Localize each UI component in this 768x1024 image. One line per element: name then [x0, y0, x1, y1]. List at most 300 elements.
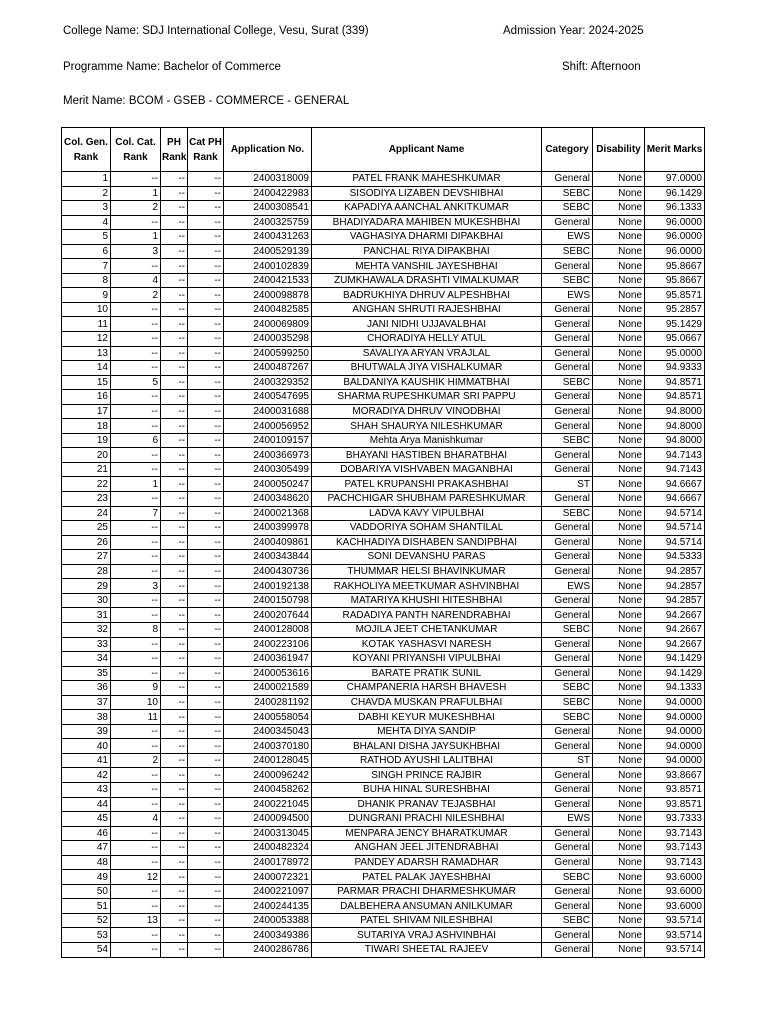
table-row — [62, 172, 705, 187]
merit-marks-cell: 94.8571 — [645, 375, 705, 390]
col-cat-rank-cell: 2 — [111, 201, 161, 216]
col-cat-rank-cell: 3 — [111, 244, 161, 259]
col-cat-rank-cell: -- — [111, 361, 161, 376]
col-cat-rank-cell: -- — [111, 259, 161, 274]
cat-ph-rank-cell: -- — [188, 375, 224, 390]
disability-cell: None — [593, 521, 645, 536]
table-row — [62, 942, 705, 957]
application-no-cell: 2400021368 — [224, 506, 312, 521]
disability-cell: None — [593, 317, 645, 332]
application-no-cell: 2400150798 — [224, 593, 312, 608]
applicant-name-cell: PARMAR PRACHI DHARMESHKUMAR — [312, 884, 542, 899]
category-cell: General — [542, 884, 593, 899]
cat-ph-rank-cell: -- — [188, 506, 224, 521]
ph-rank-cell: -- — [161, 419, 188, 434]
application-no-cell: 2400487267 — [224, 361, 312, 376]
table-row — [62, 724, 705, 739]
application-no-cell: 2400207644 — [224, 608, 312, 623]
disability-cell: None — [593, 579, 645, 594]
table-row — [62, 244, 705, 259]
application-no-cell: 2400053616 — [224, 666, 312, 681]
applicant-name-cell: PATEL KRUPANSHI PRAKASHBHAI — [312, 477, 542, 492]
category-cell: SEBC — [542, 186, 593, 201]
category-cell: SEBC — [542, 681, 593, 696]
merit-marks-cell: 94.5714 — [645, 506, 705, 521]
cat-ph-rank-cell: -- — [188, 273, 224, 288]
col-gen-rank-cell: 53 — [62, 928, 111, 943]
ph-rank-cell: -- — [161, 666, 188, 681]
disability-cell: None — [593, 797, 645, 812]
merit-marks-cell: 93.8667 — [645, 768, 705, 783]
application-no-cell: 2400192138 — [224, 579, 312, 594]
col-gen-rank-cell: 39 — [62, 724, 111, 739]
merit-marks-cell: 93.5714 — [645, 942, 705, 957]
merit-marks-cell: 97.0000 — [645, 172, 705, 187]
admission-year: Admission Year: 2024-2025 — [503, 25, 644, 37]
table-row — [62, 390, 705, 405]
ph-rank-cell: -- — [161, 302, 188, 317]
merit-marks-cell: 94.8000 — [645, 433, 705, 448]
category-cell: General — [542, 462, 593, 477]
table-row — [62, 302, 705, 317]
applicant-name-cell: KAPADIYA AANCHAL ANKITKUMAR — [312, 201, 542, 216]
applicant-name-cell: BALDANIYA KAUSHIK HIMMATBHAI — [312, 375, 542, 390]
cat-ph-rank-cell: -- — [188, 826, 224, 841]
table-row — [62, 346, 705, 361]
col-cat-rank-cell: 3 — [111, 579, 161, 594]
applicant-name-cell: VADDORIYA SOHAM SHANTILAL — [312, 521, 542, 536]
category-cell: General — [542, 550, 593, 565]
merit-marks-cell: 94.2667 — [645, 637, 705, 652]
application-no-cell: 2400329352 — [224, 375, 312, 390]
category-cell: General — [542, 928, 593, 943]
col-cat-rank-cell: -- — [111, 172, 161, 187]
col-gen-rank-cell: 34 — [62, 652, 111, 667]
applicant-name-cell: DABHI KEYUR MUKESHBHAI — [312, 710, 542, 725]
col-gen-rank-header: Col. Gen. Rank — [62, 128, 111, 172]
cat-ph-rank-cell: -- — [188, 739, 224, 754]
applicant-name-cell: ANGHAN JEEL JITENDRABHAI — [312, 841, 542, 856]
col-cat-rank-cell: -- — [111, 884, 161, 899]
disability-cell: None — [593, 608, 645, 623]
disability-cell: None — [593, 477, 645, 492]
category-cell: General — [542, 637, 593, 652]
col-cat-rank-cell: -- — [111, 768, 161, 783]
cat-ph-rank-cell: -- — [188, 259, 224, 274]
applicant-name-cell: THUMMAR HELSI BHAVINKUMAR — [312, 564, 542, 579]
ph-rank-cell: -- — [161, 724, 188, 739]
disability-cell: None — [593, 230, 645, 245]
ph-rank-cell: -- — [161, 361, 188, 376]
col-cat-rank-cell: 8 — [111, 622, 161, 637]
cat-ph-rank-cell: -- — [188, 332, 224, 347]
col-cat-rank-cell: -- — [111, 637, 161, 652]
col-cat-rank-cell: -- — [111, 855, 161, 870]
col-cat-rank-cell: -- — [111, 652, 161, 667]
cat-ph-rank-cell: -- — [188, 317, 224, 332]
col-gen-rank-cell: 14 — [62, 361, 111, 376]
cat-ph-rank-cell: -- — [188, 230, 224, 245]
applicant-name-cell: BADRUKHIYA DHRUV ALPESHBHAI — [312, 288, 542, 303]
col-cat-rank-cell: -- — [111, 215, 161, 230]
merit-marks-cell: 94.0000 — [645, 739, 705, 754]
category-cell: General — [542, 404, 593, 419]
applicant-name-cell: DOBARIYA VISHVABEN MAGANBHAI — [312, 462, 542, 477]
cat-ph-rank-cell: -- — [188, 419, 224, 434]
col-gen-rank-cell: 38 — [62, 710, 111, 725]
disability-cell: None — [593, 622, 645, 637]
col-cat-rank-cell: -- — [111, 608, 161, 623]
disability-cell: None — [593, 768, 645, 783]
table-row — [62, 666, 705, 681]
col-gen-rank-cell: 29 — [62, 579, 111, 594]
ph-rank-cell: -- — [161, 346, 188, 361]
table-row — [62, 535, 705, 550]
cat-ph-rank-cell: -- — [188, 884, 224, 899]
applicant-name-cell: RATHOD AYUSHI LALITBHAI — [312, 753, 542, 768]
merit-marks-cell: 94.1333 — [645, 681, 705, 696]
col-gen-rank-cell: 18 — [62, 419, 111, 434]
table-row — [62, 477, 705, 492]
disability-cell: None — [593, 753, 645, 768]
cat-ph-rank-cell: -- — [188, 622, 224, 637]
col-gen-rank-cell: 23 — [62, 492, 111, 507]
cat-ph-rank-cell: -- — [188, 782, 224, 797]
col-cat-rank-cell: -- — [111, 724, 161, 739]
col-cat-rank-cell: -- — [111, 666, 161, 681]
merit-marks-cell: 93.7333 — [645, 812, 705, 827]
disability-cell: None — [593, 302, 645, 317]
disability-cell: None — [593, 870, 645, 885]
ph-rank-cell: -- — [161, 899, 188, 914]
table-row — [62, 448, 705, 463]
application-no-cell: 2400343844 — [224, 550, 312, 565]
col-gen-rank-cell: 35 — [62, 666, 111, 681]
merit-marks-header: Merit Marks — [645, 128, 705, 172]
application-no-cell: 2400128045 — [224, 753, 312, 768]
category-cell: General — [542, 317, 593, 332]
category-cell: EWS — [542, 288, 593, 303]
applicant-name-cell: BARATE PRATIK SUNIL — [312, 666, 542, 681]
category-cell: General — [542, 855, 593, 870]
cat-ph-rank-cell: -- — [188, 797, 224, 812]
cat-ph-rank-cell: -- — [188, 855, 224, 870]
col-gen-rank-cell: 46 — [62, 826, 111, 841]
col-cat-rank-cell: 10 — [111, 695, 161, 710]
disability-cell: None — [593, 535, 645, 550]
ph-rank-cell: -- — [161, 492, 188, 507]
table-row — [62, 681, 705, 696]
category-cell: SEBC — [542, 201, 593, 216]
applicant-name-cell: KOTAK YASHASVI NARESH — [312, 637, 542, 652]
col-gen-rank-cell: 44 — [62, 797, 111, 812]
merit-marks-cell: 94.1429 — [645, 652, 705, 667]
col-cat-rank-cell: -- — [111, 419, 161, 434]
col-cat-rank-cell: 11 — [111, 710, 161, 725]
disability-cell: None — [593, 332, 645, 347]
col-gen-rank-cell: 36 — [62, 681, 111, 696]
disability-cell: None — [593, 739, 645, 754]
application-no-cell: 2400345043 — [224, 724, 312, 739]
cat-ph-rank-cell: -- — [188, 768, 224, 783]
ph-rank-cell: -- — [161, 884, 188, 899]
table-row — [62, 317, 705, 332]
disability-cell: None — [593, 695, 645, 710]
applicant-name-cell: MORADIYA DHRUV VINODBHAI — [312, 404, 542, 419]
disability-cell: None — [593, 506, 645, 521]
disability-cell: None — [593, 346, 645, 361]
disability-cell: None — [593, 462, 645, 477]
disability-cell: None — [593, 681, 645, 696]
cat-ph-rank-cell: -- — [188, 346, 224, 361]
category-cell: SEBC — [542, 913, 593, 928]
applicant-name-cell: SHARMA RUPESHKUMAR SRI PAPPU — [312, 390, 542, 405]
shift: Shift: Afternoon — [562, 61, 641, 73]
category-cell: General — [542, 521, 593, 536]
col-cat-rank-cell: -- — [111, 841, 161, 856]
disability-cell: None — [593, 186, 645, 201]
merit-marks-cell: 94.6667 — [645, 492, 705, 507]
applicant-name-cell: JANI NIDHI UJJAVALBHAI — [312, 317, 542, 332]
disability-cell: None — [593, 259, 645, 274]
cat-ph-rank-cell: -- — [188, 535, 224, 550]
applicant-name-cell: BHADIYADARA MAHIBEN MUKESHBHAI — [312, 215, 542, 230]
cat-ph-rank-cell: -- — [188, 433, 224, 448]
ph-rank-cell: -- — [161, 288, 188, 303]
application-no-cell: 2400318009 — [224, 172, 312, 187]
applicant-name-cell: ANGHAN SHRUTI RAJESHBHAI — [312, 302, 542, 317]
col-gen-rank-cell: 2 — [62, 186, 111, 201]
table-row — [62, 419, 705, 434]
disability-cell: None — [593, 201, 645, 216]
disability-cell: None — [593, 564, 645, 579]
cat-ph-rank-cell: -- — [188, 477, 224, 492]
applicant-name-cell: PATEL SHIVAM NILESHBHAI — [312, 913, 542, 928]
category-cell: EWS — [542, 230, 593, 245]
cat-ph-rank-cell: -- — [188, 564, 224, 579]
category-cell: General — [542, 826, 593, 841]
cat-ph-rank-cell: -- — [188, 899, 224, 914]
col-gen-rank-cell: 13 — [62, 346, 111, 361]
table-row — [62, 899, 705, 914]
application-no-cell: 2400128008 — [224, 622, 312, 637]
merit-marks-cell: 93.6000 — [645, 870, 705, 885]
ph-rank-cell: -- — [161, 812, 188, 827]
col-cat-rank-cell: -- — [111, 782, 161, 797]
cat-ph-rank-cell: -- — [188, 579, 224, 594]
applicant-name-cell: RAKHOLIYA MEETKUMAR ASHVINBHAI — [312, 579, 542, 594]
application-no-cell: 2400361947 — [224, 652, 312, 667]
col-gen-rank-cell: 5 — [62, 230, 111, 245]
col-gen-rank-cell: 19 — [62, 433, 111, 448]
table-row — [62, 913, 705, 928]
ph-rank-cell: -- — [161, 782, 188, 797]
application-no-cell: 2400221097 — [224, 884, 312, 899]
ph-rank-cell: -- — [161, 753, 188, 768]
applicant-name-cell: TIWARI SHEETAL RAJEEV — [312, 942, 542, 957]
ph-rank-cell: -- — [161, 928, 188, 943]
category-cell: General — [542, 361, 593, 376]
category-header: Category — [542, 128, 593, 172]
applicant-name-cell: KOYANI PRIYANSHI VIPULBHAI — [312, 652, 542, 667]
ph-rank-cell: -- — [161, 332, 188, 347]
cat-ph-rank-cell: -- — [188, 550, 224, 565]
applicant-name-cell: MEHTA DIYA SANDIP — [312, 724, 542, 739]
table-row — [62, 230, 705, 245]
applicant-name-cell: SINGH PRINCE RAJBIR — [312, 768, 542, 783]
table-row — [62, 521, 705, 536]
col-gen-rank-cell: 45 — [62, 812, 111, 827]
col-cat-rank-cell: -- — [111, 390, 161, 405]
merit-marks-cell: 94.0000 — [645, 753, 705, 768]
table-row — [62, 492, 705, 507]
applicant-name-cell: RADADIYA PANTH NARENDRABHAI — [312, 608, 542, 623]
application-no-cell: 2400482324 — [224, 841, 312, 856]
disability-cell: None — [593, 288, 645, 303]
disability-cell: None — [593, 273, 645, 288]
table-row — [62, 928, 705, 943]
ph-rank-cell: -- — [161, 870, 188, 885]
ph-rank-cell: -- — [161, 535, 188, 550]
col-gen-rank-cell: 52 — [62, 913, 111, 928]
table-row — [62, 782, 705, 797]
merit-marks-cell: 94.5333 — [645, 550, 705, 565]
category-cell: SEBC — [542, 622, 593, 637]
cat-ph-rank-cell: -- — [188, 302, 224, 317]
ph-rank-cell: -- — [161, 710, 188, 725]
col-cat-rank-cell: -- — [111, 492, 161, 507]
ph-rank-cell: -- — [161, 593, 188, 608]
disability-cell: None — [593, 492, 645, 507]
application-no-cell: 2400286786 — [224, 942, 312, 957]
merit-marks-cell: 93.7143 — [645, 841, 705, 856]
cat-ph-rank-cell: -- — [188, 695, 224, 710]
applicant-name-cell: BUHA HINAL SURESHBHAI — [312, 782, 542, 797]
table-row — [62, 753, 705, 768]
category-cell: EWS — [542, 579, 593, 594]
table-row — [62, 332, 705, 347]
merit-marks-cell: 93.8571 — [645, 782, 705, 797]
cat-ph-rank-cell: -- — [188, 593, 224, 608]
application-no-cell: 2400430736 — [224, 564, 312, 579]
col-gen-rank-cell: 48 — [62, 855, 111, 870]
col-cat-rank-cell: 2 — [111, 288, 161, 303]
col-cat-rank-cell: -- — [111, 928, 161, 943]
table-row — [62, 812, 705, 827]
col-cat-rank-cell: 1 — [111, 230, 161, 245]
ph-rank-cell: -- — [161, 608, 188, 623]
category-cell: General — [542, 593, 593, 608]
col-gen-rank-cell: 3 — [62, 201, 111, 216]
applicant-name-cell: SUTARIYA VRAJ ASHVINBHAI — [312, 928, 542, 943]
application-no-header: Application No. — [224, 128, 312, 172]
merit-marks-cell: 93.6000 — [645, 899, 705, 914]
col-gen-rank-cell: 49 — [62, 870, 111, 885]
col-cat-rank-cell: -- — [111, 346, 161, 361]
disability-cell: None — [593, 244, 645, 259]
ph-rank-cell: -- — [161, 186, 188, 201]
col-cat-rank-cell: -- — [111, 317, 161, 332]
applicant-name-cell: Mehta Arya Manishkumar — [312, 433, 542, 448]
col-cat-rank-cell: -- — [111, 521, 161, 536]
ph-rank-cell: -- — [161, 259, 188, 274]
cat-ph-rank-cell: -- — [188, 913, 224, 928]
applicant-name-cell: DUNGRANI PRACHI NILESHBHAI — [312, 812, 542, 827]
table-row — [62, 259, 705, 274]
merit-marks-cell: 96.1333 — [645, 201, 705, 216]
ph-rank-cell: -- — [161, 390, 188, 405]
cat-ph-rank-cell: -- — [188, 288, 224, 303]
applicant-name-cell: CHORADIYA HELLY ATUL — [312, 332, 542, 347]
col-cat-rank-cell: -- — [111, 448, 161, 463]
application-no-cell: 2400056952 — [224, 419, 312, 434]
cat-ph-rank-cell: -- — [188, 244, 224, 259]
col-cat-rank-cell: -- — [111, 797, 161, 812]
category-cell: General — [542, 841, 593, 856]
col-cat-rank-cell: -- — [111, 942, 161, 957]
application-no-cell: 2400370180 — [224, 739, 312, 754]
col-cat-rank-cell: -- — [111, 462, 161, 477]
merit-marks-cell: 94.0000 — [645, 724, 705, 739]
table-row — [62, 550, 705, 565]
disability-cell: None — [593, 390, 645, 405]
col-gen-rank-cell: 32 — [62, 622, 111, 637]
application-no-cell: 2400109157 — [224, 433, 312, 448]
disability-cell: None — [593, 404, 645, 419]
ph-rank-cell: -- — [161, 448, 188, 463]
disability-cell: None — [593, 710, 645, 725]
application-no-cell: 2400422983 — [224, 186, 312, 201]
category-cell: SEBC — [542, 506, 593, 521]
col-gen-rank-cell: 47 — [62, 841, 111, 856]
col-gen-rank-cell: 40 — [62, 739, 111, 754]
applicant-name-cell: MATARIYA KHUSHI HITESHBHAI — [312, 593, 542, 608]
disability-cell: None — [593, 841, 645, 856]
application-no-cell: 2400529139 — [224, 244, 312, 259]
col-gen-rank-cell: 1 — [62, 172, 111, 187]
category-cell: SEBC — [542, 433, 593, 448]
col-cat-rank-cell: 12 — [111, 870, 161, 885]
disability-cell: None — [593, 812, 645, 827]
merit-marks-cell: 95.8571 — [645, 288, 705, 303]
col-cat-rank-cell: 1 — [111, 186, 161, 201]
applicant-name-cell: SAVALIYA ARYAN VRAJLAL — [312, 346, 542, 361]
table-row — [62, 201, 705, 216]
col-cat-rank-cell: -- — [111, 332, 161, 347]
application-no-cell: 2400178972 — [224, 855, 312, 870]
col-gen-rank-cell: 30 — [62, 593, 111, 608]
merit-marks-cell: 93.5714 — [645, 928, 705, 943]
table-row — [62, 739, 705, 754]
disability-cell: None — [593, 593, 645, 608]
col-gen-rank-cell: 26 — [62, 535, 111, 550]
application-no-cell: 2400021589 — [224, 681, 312, 696]
merit-marks-cell: 94.2857 — [645, 593, 705, 608]
disability-cell: None — [593, 724, 645, 739]
category-cell: ST — [542, 477, 593, 492]
col-cat-rank-cell: 4 — [111, 273, 161, 288]
application-no-cell: 2400431263 — [224, 230, 312, 245]
table-row — [62, 652, 705, 667]
disability-cell: None — [593, 652, 645, 667]
application-no-cell: 2400421533 — [224, 273, 312, 288]
category-cell: General — [542, 782, 593, 797]
ph-rank-cell: -- — [161, 462, 188, 477]
applicant-name-cell: SHAH SHAURYA NILESHKUMAR — [312, 419, 542, 434]
cat-ph-rank-cell: -- — [188, 492, 224, 507]
col-cat-rank-cell: -- — [111, 302, 161, 317]
col-gen-rank-cell: 20 — [62, 448, 111, 463]
